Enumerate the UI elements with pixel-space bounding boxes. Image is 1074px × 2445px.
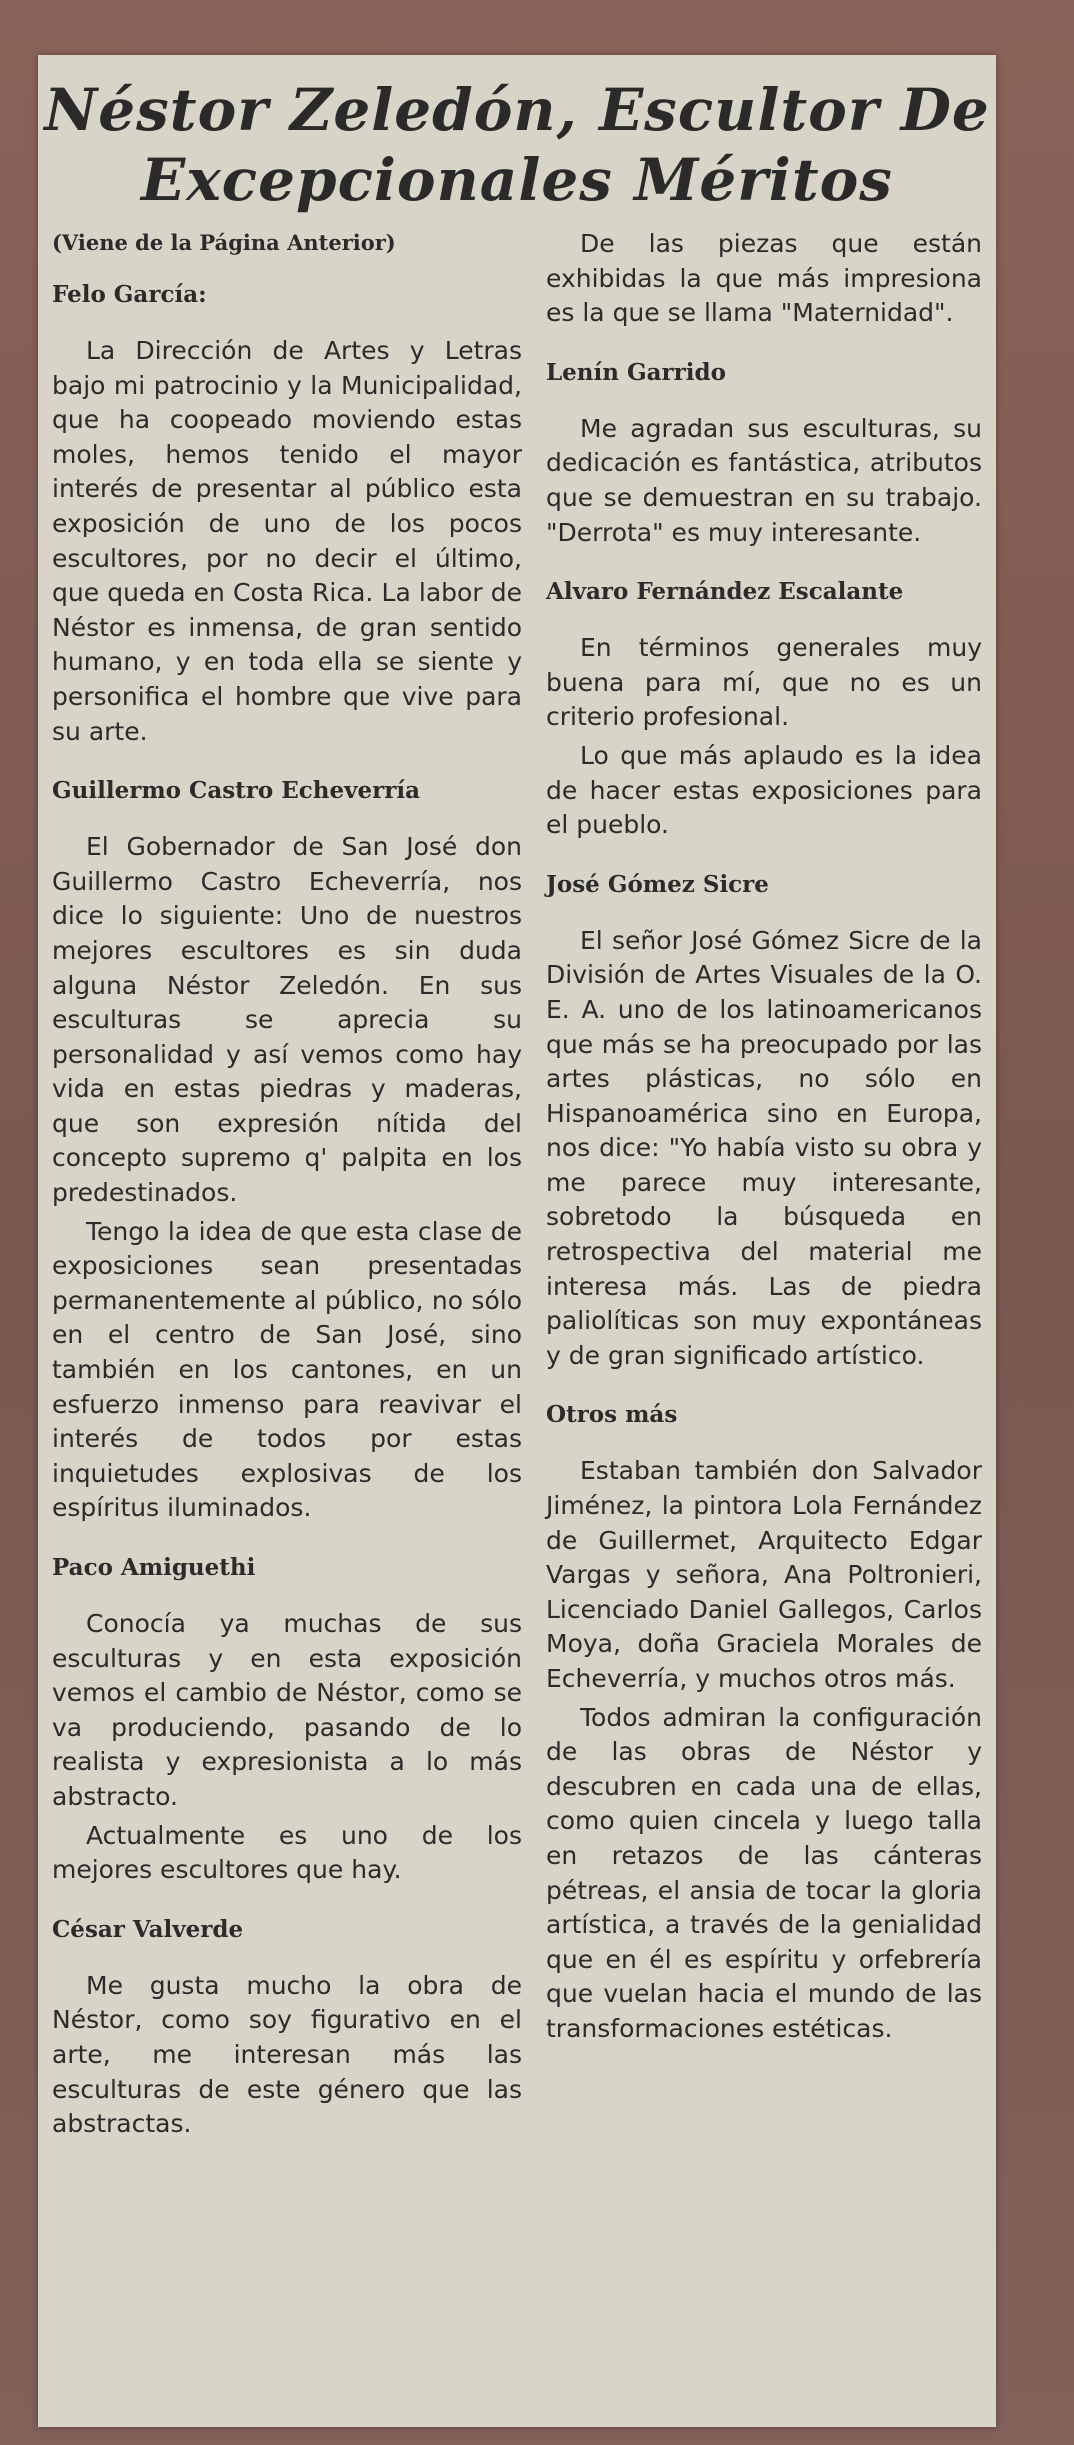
- continuation-note: (Viene de la Página Anterior): [52, 230, 396, 255]
- headline-line-2: Excepcionales Méritos: [141, 146, 893, 214]
- section-heading-cesar-valverde: César Valverde: [52, 1915, 244, 1943]
- paragraph: Me agradan sus esculturas, su dedicación es fantástica, atributos que se demuestran en su trabajo. "Derrota" es muy interesante.: [546, 413, 982, 547]
- paragraph: Todos admiran la configuración de las obras de Néstor y descubren en cada una de ellas, como quien cincela y luego talla en retazos de las cánteras pétreas, el ansia de tocar la gloria artística, a través de la genialidad que en él es espíritu y orfebrería que vuelan hacia el mundo de las transformaciones estéticas.: [546, 1702, 982, 2043]
- section-heading-paco-amiguethi: Paco Amiguethi: [52, 1554, 256, 1581]
- headline-line-1: Néstor Zeledón, Escultor De: [44, 76, 990, 144]
- paragraph: Lo que más aplaudo es la idea de hacer estas exposiciones para el pueblo.: [546, 740, 982, 840]
- section-heading-guillermo-castro: Guillermo Castro Echeverría: [52, 777, 421, 805]
- paragraph: Estaban también don Salvador Jiménez, la pintora Lola Fernández de Guillermet, Arquitecto Edgar Vargas y señora, Ana Poltronieri, Licenciado Daniel Gallegos, Carlos Moya, doña Graciela Morales de Echeverría, y muchos otros más.: [546, 1456, 982, 1693]
- section-heading-lenin-garrido: Lenín Garrido: [546, 358, 726, 386]
- paragraph: Me gusta mucho la obra de Néstor, como soy figurativo en el arte, me interesan más las esculturas de este género que las abstractas.: [52, 1970, 522, 2139]
- paragraph: La Dirección de Artes y Letras bajo mi patrocinio y la Municipalidad, que ha coopeado moviendo estas moles, hemos tenido el mayor interés de presentar al público esta exposición de uno de los pocos escultores, por no decir el último, que queda en Costa Rica. La labor de Néstor es inmensa, de gran sentido humano, y en toda ella se siente y personifica el hombre que vive para su arte.: [52, 336, 522, 746]
- lead-paragraph: De las piezas que están exhibidas la que más impresiona es la que se llama "Maternidad".: [546, 229, 982, 328]
- paragraph: El señor José Gómez Sicre de la División de Artes Visuales de la O. E. A. uno de los latinoamericanos que más se ha preocupado por las artes plásticas, no sólo en Hispanoamérica sino en Europa, nos dice: "Yo había visto su obra y me parece muy interesante, sobretodo la búsqueda en retrospectiva del material me interesa más. Las de piedra paliolíticas son muy expontáneas y de gran significado artístico.: [546, 925, 982, 1370]
- section-heading-jose-gomez-sicre: José Gómez Sicre: [546, 870, 769, 898]
- paragraph: El Gobernador de San José don Guillermo Castro Echeverría, nos dice lo siguiente: Uno de nuestros mejores escultores es sin duda alguna Néstor Zeledón. En sus esculturas se aprecia su personalidad y así vemos como hay vida en estas piedras y maderas, que son expresión nítida del concepto supremo q' palpita en los predestinados.: [52, 832, 522, 1208]
- paragraph: Conocía ya muchas de sus esculturas y en esta exposición vemos el cambio de Néstor, como se va produciendo, pasando de lo realista y expresionista a lo más abstracto.: [52, 1609, 522, 1811]
- paragraph: Actualmente es uno de los mejores escultores que hay.: [52, 1820, 522, 1885]
- right-column: [546, 227, 982, 2047]
- left-column: [52, 230, 522, 2142]
- paragraph: Tengo la idea de que esta clase de exposiciones sean presentadas permanentemente al público, no sólo en el centro de San José, sino también en los cantones, en un esfuerzo inmenso para reavivar el interés de todos por estas inquietudes explosivas de los espíritus iluminados.: [52, 1216, 522, 1523]
- section-heading-alvaro-fernandez: Alvaro Fernández Escalante: [546, 578, 904, 606]
- paragraph: En términos generales muy buena para mí, que no es un criterio profesional.: [546, 633, 982, 732]
- section-heading-felo-garcia: Felo García:: [52, 281, 207, 308]
- section-heading-otros-mas: Otros más: [546, 1401, 678, 1429]
- headline: [38, 75, 996, 215]
- newspaper-clipping: [38, 55, 996, 2427]
